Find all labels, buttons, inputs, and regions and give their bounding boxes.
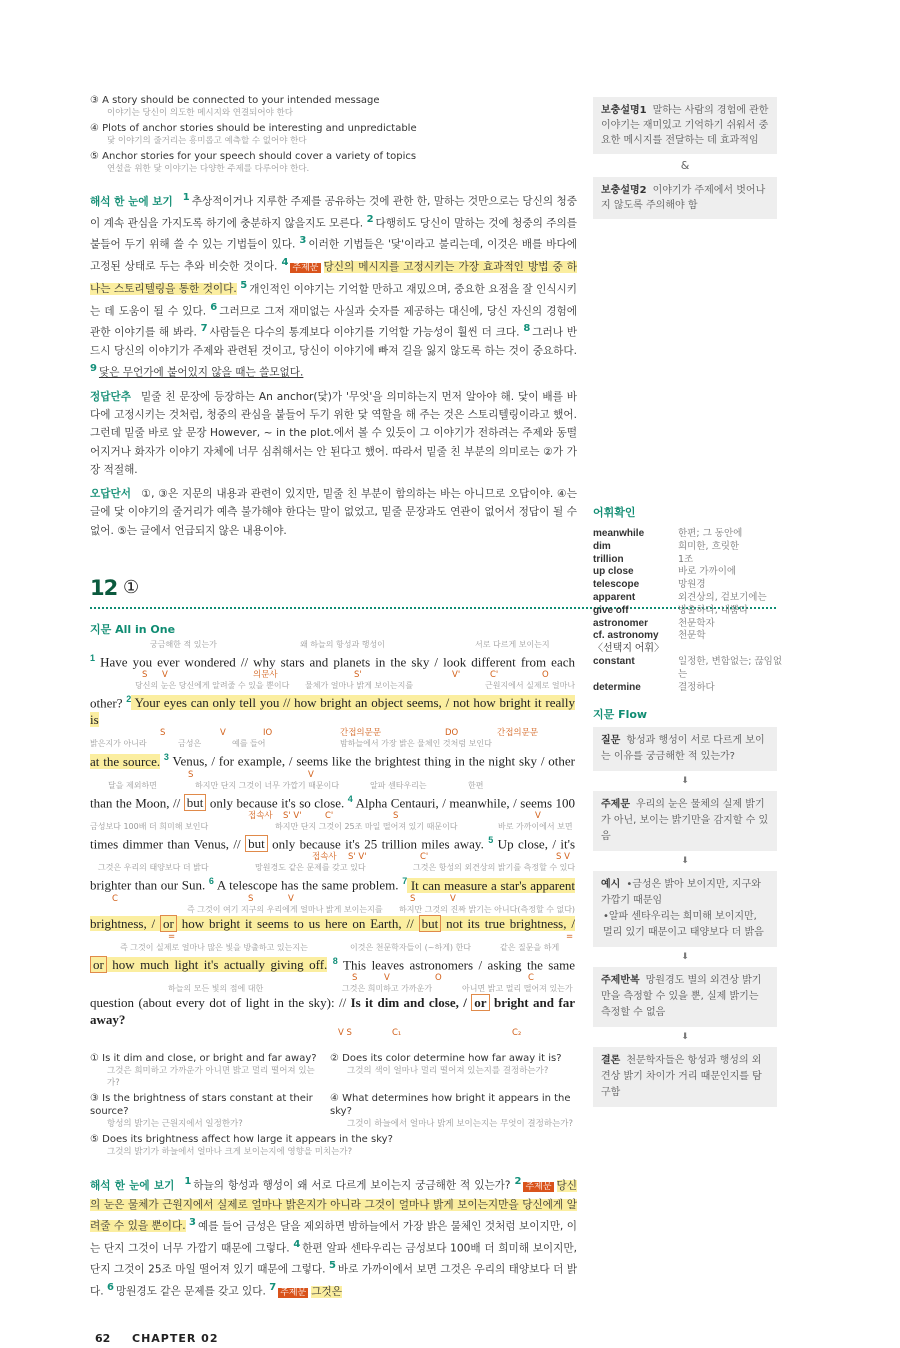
sentence-number: 2 (366, 213, 374, 225)
side-note-text: 이야기가 주제에서 벗어나지 않도록 주의해야 함 (601, 185, 766, 211)
grammar-label-row (90, 728, 575, 738)
gloss-row (90, 943, 575, 953)
conjunction-box: or (471, 994, 489, 1011)
grammar-label: S (142, 670, 148, 681)
korean-gloss: 밤하늘에서 가장 밝은 물체인 것처럼 보인다 (340, 739, 492, 749)
passage-line (90, 905, 575, 942)
down-arrow-icon: ⬇ (681, 776, 689, 787)
grammar-label: S' V' (348, 852, 367, 863)
wrong-answer-clues (90, 485, 577, 540)
grammar-label: IO (263, 728, 273, 739)
vocab-word: meanwhile (593, 528, 645, 539)
korean-gloss: 같은 질문을 하게 (500, 942, 560, 952)
grammar-label: C' (325, 811, 334, 822)
grammar-label: V S (338, 1028, 352, 1038)
choice-number: ⑤ (90, 151, 99, 162)
chapter-label: CHAPTER 02 (132, 1331, 219, 1345)
option-translation: 그것의 색이 얼마나 멀리 떨어져 있는지를 결정하는가? (347, 1066, 549, 1076)
korean-gloss: 금성보다 100배 더 희미해 보인다 (90, 822, 209, 832)
sentence-number: 1 (90, 652, 96, 663)
text-segment: This leaves astronomers / asking the same (337, 957, 576, 972)
wrong-answers-text: ①, ③은 지문의 내용과 관련이 있지만, 밑줄 친 부분이 함의하는 바는 아니므로 오답이야. ④는 글에 닻 이야기의 줄거리가 예측 불가해야 한다는 말이 없었고, 밑줄 문장과도 연관이 없어서 정답이 될 수 없어. ⑤는 글에서 언급되지 않은 내용이야. (90, 488, 577, 537)
vocab-meaning: 일정한, 변함없는; 끊임없는 (678, 655, 783, 680)
gloss-row (90, 781, 575, 791)
conjunction-box: or (160, 915, 177, 932)
grammar-label: S (188, 769, 194, 780)
vocab-meaning: 한편; 그 동안에 (678, 528, 743, 539)
passage-line (90, 943, 575, 983)
vocab-meaning: 방출하다, 내뿜다 (678, 604, 749, 616)
grammar-label: 의문사 (253, 670, 278, 681)
sentence-number: 6 (208, 876, 214, 887)
vocab-meaning: 희미한, 흐릿한 (678, 540, 740, 552)
flow-step-label: 결론 (601, 1055, 621, 1067)
grammar-label: O (435, 973, 442, 983)
text-segment: not its true brightness, / (441, 915, 575, 931)
wrong-answers-label: 오답단서 (90, 488, 131, 501)
choice-number: ④ (90, 123, 99, 134)
topic-sentence-badge: 주제문 (292, 262, 319, 273)
text-segment: Up close, / it's (493, 836, 575, 852)
sentence-text: 추상적이거나 지루한 주제를 공유하는 것에 관한 한, 말하는 것만으로는 당신의 청중이 계속 관심을 가지도록 하기에 충분하지 않을지도 모른다. (90, 195, 577, 230)
question-number: 12 (90, 575, 118, 600)
text-segment: question (about every dot of light in the sky): // (90, 995, 351, 1010)
grammar-label: V (384, 973, 390, 983)
grammar-label: S (160, 728, 166, 739)
sentence-number: 9 (90, 363, 97, 375)
grammar-label-row (90, 670, 575, 680)
side-note-label: 보충설명2 (601, 185, 647, 196)
korean-gloss: 금성은 (178, 739, 202, 749)
gloss-row (90, 905, 575, 915)
vocab-word: up close (593, 566, 634, 578)
korean-gloss: 한편 (468, 780, 484, 790)
text-segment: brightness, / (90, 915, 161, 931)
sentence-text: 하늘의 항성과 행성이 왜 서로 다르게 보이는지 궁금해한 적 있는가? (193, 1179, 511, 1192)
vocab-meaning: 망원경 (678, 579, 706, 591)
conjunction-box: but (419, 915, 442, 932)
sentence-number: 3 (163, 752, 169, 763)
grammar-label: S (410, 893, 416, 904)
text-segment: only because it's 25 trillion miles away. (267, 836, 489, 852)
flow-step (593, 1047, 777, 1107)
sentence-text: 그러나 반드시 당신의 이야기가 주제와 관련된 것이고, 당신이 이야기에 빠져 길을 잃지 않도록 하는 것이 중요하다. (90, 326, 578, 358)
korean-gloss: 즉 그것이 실제로 얼마나 많은 빛을 방출하고 있는지는 (120, 942, 308, 952)
english-sentence-line (90, 873, 575, 893)
text-segment: Alpha Centauri, / meanwhile, / seems 100 (352, 795, 576, 811)
sentence-number: 2 (514, 1176, 522, 1187)
korean-gloss: 하늘의 모든 빛의 점에 대한 (168, 984, 264, 993)
korean-gloss: 서로 다르게 보이는지 (475, 639, 550, 649)
grammar-label: C (112, 893, 118, 904)
vocab-item (593, 618, 783, 631)
korean-gloss: 아니면 밝고 멀리 떨어져 있는가 (462, 984, 573, 993)
text-segment: Your eyes can only tell you // how bright an object seems, / not how bright it really is (90, 695, 575, 728)
vocab-word: 〈선택지 어휘〉 (593, 643, 665, 655)
grammar-label: V (535, 811, 541, 822)
choice-translation: 닻 이야기의 줄거리는 흥미롭고 예측할 수 없어야 한다 (107, 136, 307, 146)
sentence-number: 7 (402, 876, 408, 887)
flow-step-text: •알파 센타우리는 희미해 보이지만, 멀리 있기 때문이고 태양보다 더 밝음 (603, 911, 764, 939)
topic-sentence-badge: 주제문 (525, 1181, 552, 1192)
sentence-number: 6 (210, 301, 218, 313)
choice-3 (90, 94, 570, 119)
gloss-row (90, 739, 575, 749)
side-note-2 (593, 177, 777, 219)
text-segment: than the Moon, // (90, 795, 184, 811)
choice-translation: 연설을 위한 닻 이야기는 다양한 주제를 다루어야 한다. (107, 164, 310, 174)
text-segment: bright and far away? (90, 995, 575, 1027)
grammar-label: 접속사 (248, 811, 273, 822)
korean-gloss: 바로 가까이에서 보면 (498, 822, 573, 832)
grammar-label-row (90, 852, 575, 862)
grammar-label-row (90, 1028, 575, 1038)
sentence-text: 당신의 메시지를 고정시키는 가장 효과적인 방법 중 하나는 스토리텔링을 통한 것이다. (90, 260, 577, 296)
side-notes (593, 97, 777, 219)
korean-gloss: 왜 하늘의 항성과 행성이 (300, 639, 385, 649)
korean-gloss: 망원경도 같은 문제를 갖고 있다 (255, 863, 366, 873)
grammar-label-row (90, 932, 575, 942)
choice-number: ③ (90, 95, 99, 106)
choice-translation: 이야기는 당신이 의도한 메시지와 연결되어야 한다 (107, 108, 293, 118)
korean-gloss: 알파 센타우리는 (370, 780, 427, 790)
grammar-label: S (248, 893, 254, 904)
annotated-passage (90, 640, 577, 1038)
option-text: Does its brightness affect how large it appears in the sky? (102, 1134, 393, 1145)
vocab-heading: 어휘확인 (593, 506, 636, 519)
gloss-row (90, 863, 575, 873)
passage-heading: 지문 All in One (90, 622, 176, 636)
vocab-word: cf. astronomy (593, 630, 659, 642)
question-header (90, 576, 577, 602)
choice-4 (90, 122, 570, 147)
grammar-label: C' (420, 852, 429, 863)
grammar-label: V (450, 893, 456, 904)
sentence-number: 1 (184, 1176, 192, 1187)
grammar-label: C' (490, 670, 499, 681)
text-segment: Is it dim and close, / (350, 995, 472, 1010)
gloss-row (90, 640, 575, 650)
english-sentence-line (90, 994, 575, 1028)
sentence-number: 5 (328, 1260, 336, 1272)
choice-text: A story should be connected to your intended message (102, 95, 380, 106)
explanation-label: 해석 한 눈에 보기 (90, 195, 173, 208)
english-sentence-line (90, 832, 575, 852)
text-segment: A telescope has the same problem. (213, 877, 403, 893)
korean-gloss: 하지만 단지 그것이 너무 가깝기 때문이다 (195, 780, 340, 790)
korean-gloss: 하지만 그것의 진짜 밝기는 아니다(측정할 수 없다) (399, 904, 576, 914)
passage-line (90, 984, 575, 1038)
grammar-label: S' (354, 670, 362, 681)
translation-paragraph-2 (90, 1173, 577, 1302)
korean-gloss: 근원지에서 실제로 얼마나 (485, 681, 576, 691)
sentence-number: 4 (347, 793, 353, 804)
korean-gloss: 궁금해한 적 있는가 (150, 639, 217, 649)
down-arrow-icon: ⬇ (681, 1032, 689, 1043)
sentence-number: 6 (106, 1282, 114, 1294)
page-number: 62 (95, 1331, 111, 1345)
sentence-text: 당신의 눈은 물체가 근원지에서 실제로 얼마나 밝은지가 아니라 그것이 얼마나 밝게 보이는지만을 당신에게 알려줄 수 있을 뿐이다. (90, 1179, 577, 1233)
gloss-row (90, 984, 575, 994)
vocab-word: give off (593, 604, 629, 616)
conjunction-box: but (184, 794, 207, 811)
passage-line (90, 822, 575, 862)
sentence-text: 바로 가까이에서 보면 그것은 우리의 태양보다 더 밝다. (90, 1263, 577, 1298)
flow-step (593, 727, 777, 771)
text-segment: Have you ever wondered // why stars and planets in the sky / look different from each (95, 654, 575, 670)
vocab-word: telescope (593, 579, 640, 591)
ampersand: & (680, 159, 690, 172)
choice-text: Anchor stories for your speech should cover a variety of topics (102, 151, 417, 162)
flow-step-label: 주제반복 (601, 975, 640, 987)
sentence-number: 7 (200, 323, 208, 335)
topic-sentence-badge: 주제문 (280, 1287, 307, 1298)
option-text: Is the brightness of stars constant at their source? (90, 1093, 313, 1117)
vocab-item (593, 554, 783, 567)
option-number: ③ (90, 1093, 103, 1104)
vocab-item (593, 643, 783, 656)
passage-line (90, 681, 575, 738)
text-segment: at the source. (90, 753, 161, 769)
sentence-text: 그것은 (311, 1285, 342, 1298)
vocab-meaning: 바로 가까이에 (678, 566, 737, 578)
vocab-meaning (664, 643, 783, 656)
down-arrow-icon: ⬇ (681, 952, 689, 963)
left-column (90, 94, 577, 1348)
sentence-number: 5 (240, 279, 248, 291)
vocab-item (593, 682, 783, 695)
sentence-text: 다행히도 당신이 말하는 것에 청중의 주의를 붙들어 두기 위해 쓸 수 있는 기법들이 있다. (90, 217, 577, 251)
flow-step (593, 871, 777, 947)
flow-step-text: 천문학자들은 항성과 행성의 외견상 밝기 차이가 거리 때문인지를 탐구함 (601, 1055, 762, 1099)
grammar-label: V (162, 670, 168, 681)
answer-options (90, 1052, 580, 1161)
vocab-word: trillion (593, 553, 624, 565)
sentence-number: 7 (269, 1282, 277, 1294)
grammar-label: V' (452, 670, 461, 681)
grammar-label: 간접의문문 (497, 728, 539, 739)
grammar-label: S' V' (283, 811, 302, 822)
vocab-item (593, 579, 783, 592)
top-choices (90, 94, 570, 175)
answer-key-label: 정답단추 (90, 391, 131, 404)
vocab-item (593, 541, 783, 554)
flow-step (593, 967, 777, 1027)
grammar-label: V (288, 893, 294, 904)
korean-gloss: 물체가 얼마나 밝게 보이는지를 (305, 681, 414, 691)
conjunction-box: or (90, 956, 107, 973)
vocab-meaning: 천문학자 (678, 617, 715, 629)
vocab-word: apparent (593, 591, 636, 603)
conjunction-box: but (245, 835, 268, 852)
sentence-number: 2 (126, 694, 132, 705)
grammar-label: S (352, 973, 358, 983)
vocab-item (593, 605, 783, 618)
text-segment: brighter than our Sun. (90, 877, 209, 893)
down-arrow-icon: ⬇ (681, 856, 689, 867)
answer-option[interactable] (90, 1052, 326, 1092)
passage-line (90, 863, 575, 903)
english-sentence-line (90, 650, 575, 670)
text-segment: only because it's so close. (206, 795, 348, 811)
flow-step-label: 질문 (601, 735, 621, 747)
passage-flow (593, 727, 783, 1107)
vocab-item (593, 528, 783, 541)
grammar-label: 접속사 (312, 852, 337, 863)
sentence-text: 그러므로 그저 재미없는 사실과 숫자를 제공하는 대신에, 당신 자신의 경험에 관한 이야기를 해 봐라. (90, 305, 577, 339)
grammar-label: S V (556, 852, 570, 863)
vocab-item (593, 630, 783, 643)
side-note-label: 보충설명1 (601, 105, 647, 116)
option-text: Is it dim and close, or bright and far away? (102, 1053, 317, 1064)
sentence-text: 망원경도 같은 문제를 갖고 있다. (115, 1285, 266, 1298)
sentence-text: 닻은 무언가에 붙어있지 않을 때는 쓸모없다. (98, 366, 304, 379)
sentence-number: 5 (488, 835, 494, 846)
right-column (593, 504, 783, 1107)
vocab-word: astronomer (593, 617, 649, 629)
sentence-text: 개인적인 이야기는 기억할 만하고 재밌으며, 중요한 요점을 잘 인식시키는 데 도움이 될 수 있다. (90, 283, 578, 318)
grammar-label-row (90, 811, 575, 821)
sentence-number: 3 (189, 1216, 196, 1228)
option-translation: 항성의 밝기는 근원지에서 일정한가? (107, 1119, 243, 1129)
korean-gloss: 그것은 항성의 외견상의 밝기를 측정할 수 있다 (413, 863, 576, 873)
side-note-1 (593, 97, 777, 154)
grammar-label: DO (445, 728, 459, 739)
sentence-text: 예를 들어 금성은 달을 제외하면 밤하늘에서 가장 밝은 물체인 것처럼 보이지만, 이는 단지 그것이 너무 가깝기 때문에 그렇다. (90, 1220, 577, 1255)
option-number: ① (90, 1053, 103, 1064)
text-segment: It can measure a star's apparent (407, 877, 576, 893)
answer-option[interactable] (330, 1092, 580, 1133)
vocab-item (593, 566, 783, 579)
sentence-text: 한편 알파 센타우리는 금성보다 100배 더 희미해 보이지만, 단지 그것이 25조 마일 떨어져 있기 때문에 그렇다. (90, 1242, 577, 1276)
sentence-number: 8 (523, 323, 531, 335)
flow-step-label: 예시 (601, 879, 621, 891)
passage-line (90, 781, 575, 821)
korean-gloss: 그것은 우리의 태양보다 더 밝다 (98, 863, 209, 873)
answer-key (90, 388, 577, 479)
english-sentence-line (90, 791, 575, 811)
grammar-label: 간접의문문 (340, 728, 382, 739)
korean-gloss: 달을 제외하면 (108, 780, 157, 790)
answer-option[interactable] (330, 1052, 580, 1092)
answer-option[interactable] (90, 1092, 326, 1133)
passage-line (90, 640, 575, 680)
english-sentence-line (90, 691, 575, 728)
vocab-item (593, 592, 783, 605)
passage-line (90, 739, 575, 779)
grammar-label-row (90, 973, 575, 983)
option-translation: 그것이 하늘에서 얼마나 밝게 보이는지는 무엇이 결정하는가? (347, 1119, 574, 1129)
option-translation: 그것의 밝기가 하늘에서 얼마나 크게 보이는지에 영향을 미치는가? (107, 1147, 353, 1157)
english-sentence-line (90, 915, 575, 932)
text-segment: times dimmer than Venus, // (90, 836, 246, 852)
vocab-meaning: 외견상의, 겉보기에는 (678, 591, 767, 603)
grammar-label: O (542, 670, 549, 681)
text-segment: how much light it's actually giving off. (106, 957, 328, 972)
korean-gloss: 즉 그것이 여기 지구의 우리에게 얼마나 밝게 보이는지를 (187, 904, 383, 914)
choice-5 (90, 150, 570, 175)
vocab-meaning: 1조 (678, 553, 694, 565)
option-number: ② (330, 1053, 343, 1064)
grammar-label-row (90, 770, 575, 780)
question-answer: ① (123, 576, 140, 598)
sentence-text: 사람들은 다수의 통계보다 이야기를 기억할 가능성이 훨씬 더 크다. (209, 326, 520, 339)
side-note-text: 말하는 사람의 경험에 관한 이야기는 재미있고 기억하기 쉬워서 중요한 메시지를 전달하는 데 효과적임 (601, 105, 769, 146)
flow-step-label: 주제문 (601, 799, 630, 811)
flow-step-text: •금성은 밝아 보이지만, 지구와 가깝기 때문임 (601, 879, 761, 907)
english-sentence-line (90, 749, 575, 769)
vocab-word: dim (593, 540, 611, 552)
text-segment: how bright it seems to us here on Earth, // (176, 915, 419, 931)
korean-gloss: 밝은지가 아니라 (90, 739, 147, 749)
flow-step-text: 우리의 눈은 물체의 실제 밝기가 아닌, 보이는 밝기만을 감지할 수 있음 (601, 799, 769, 843)
grammar-label: V (308, 769, 314, 780)
flow-step-text: 망원경도 별의 외견상 밝기만을 측정할 수 있을 뿐, 실제 밝기는 측정할 수 없음 (601, 975, 762, 1019)
grammar-label: = (168, 931, 176, 942)
vocab-list (593, 528, 783, 694)
gloss-row (90, 822, 575, 832)
sentence-number: 8 (332, 955, 338, 966)
vocab-word: constant (593, 655, 635, 667)
korean-gloss: 그것은 희미하고 가까운가 (342, 984, 433, 993)
korean-gloss: 하지만 단지 그것이 25조 마일 떨어져 있기 때문이다 (275, 822, 458, 832)
korean-gloss: 예를 들어 (232, 739, 266, 749)
korean-gloss: 당신의 눈은 당신에게 알려줄 수 있을 뿐이다 (135, 681, 290, 691)
vocab-item (593, 656, 783, 682)
grammar-label: = (566, 931, 574, 942)
choice-text: Plots of anchor stories should be interesting and unpredictable (102, 123, 417, 134)
grammar-label: C₂ (512, 1028, 522, 1038)
answer-key-text: 밑줄 친 문장에 등장하는 An anchor(닻)가 '무엇'을 의미하는지 먼저 알아야 해. 닻이 배를 바다에 고정시키는 것처럼, 청중의 관심을 붙들어 두기 위한 닻 역할을 해 주는 것은 스토리텔링이라고 했어. 그런데 밑줄 바로 앞 문장 However, ~ in the plot.에서 볼 수 있듯이 그 이야기가 전하려는 주제와 동떨어지거나 화자가 이야기 자체에 너무 심취해서는 안 된다고 했어. 따라서 밑줄 친 부분의 의미로는 ②가 가장 적절해. (90, 391, 577, 476)
vocab-meaning: 결정하다 (678, 681, 715, 693)
grammar-label: V (220, 728, 226, 739)
translation-paragraph-1 (90, 189, 577, 382)
text-segment: other? (90, 695, 127, 711)
flow-step (593, 791, 777, 851)
option-number: ④ (330, 1093, 343, 1104)
vocab-meaning: 천문학 (678, 630, 706, 642)
grammar-label-row (90, 894, 575, 904)
english-sentence-line (90, 953, 575, 973)
sentence-number: 3 (299, 235, 307, 247)
sentence-number: 1 (182, 192, 190, 203)
option-number: ⑤ (90, 1134, 103, 1145)
grammar-label: C₁ (392, 1028, 402, 1038)
flow-step-text: 항성과 행성이 서로 다르게 보이는 이유를 궁금해한 적 있는가? (601, 735, 765, 763)
gloss-row (90, 681, 575, 691)
sentence-number: 4 (293, 1238, 301, 1250)
footer (90, 1332, 577, 1348)
sentence-text: 이러한 기법들은 '닻'이라고 불리는데, 이것은 배를 바다에 고정된 상태로 두는 추와 비슷한 것이다. (90, 239, 577, 273)
option-text: What determines how bright it appears in the sky? (330, 1093, 571, 1117)
option-text: Does its color determine how far away it is? (342, 1053, 562, 1064)
answer-option[interactable] (90, 1133, 580, 1161)
option-translation: 그것은 희미하고 가까운가 아니면 밝고 멀리 떨어져 있는가? (107, 1066, 315, 1088)
flow-heading: 지문 Flow (593, 708, 648, 722)
text-segment: Venus, / for example, / seems like the brightest thing in the night sky / other (168, 753, 576, 769)
explanation-label: 해석 한 눈에 보기 (90, 1179, 175, 1192)
grammar-label: C (528, 973, 534, 983)
korean-gloss: 이것은 천문학자들이 (~하게) 한다 (350, 942, 472, 952)
sentence-number: 4 (281, 257, 289, 269)
grammar-label: S (393, 811, 399, 822)
vocab-word: determine (593, 681, 641, 693)
